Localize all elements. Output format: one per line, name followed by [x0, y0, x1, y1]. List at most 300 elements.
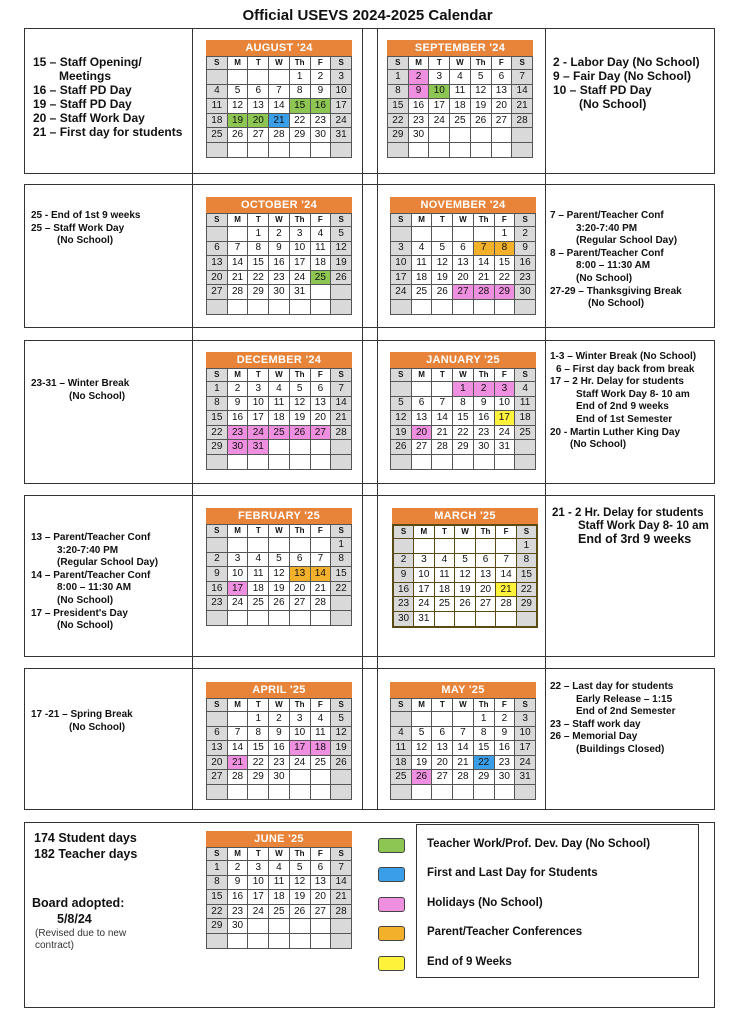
day-cell: 7 [310, 552, 331, 567]
weekday-header: S [391, 369, 412, 382]
note-line: (Regular School Day) [576, 235, 678, 247]
legend-swatch-green [378, 838, 405, 853]
day-cell: 8 [248, 241, 269, 256]
notes-january [550, 351, 696, 452]
day-cell: 13 [411, 411, 432, 426]
day-cell: 28 [496, 597, 517, 612]
day-cell [207, 538, 228, 553]
month-title: SEPTEMBER '24 [387, 40, 533, 56]
day-cell [227, 784, 248, 799]
day-cell [248, 299, 269, 314]
note-line: 14 – Parent/Teacher Conf [31, 569, 151, 581]
day-cell [248, 142, 269, 157]
day-cell: 7 [331, 861, 352, 876]
day-cell: 17 [227, 581, 248, 596]
weekday-header: F [496, 525, 517, 539]
day-cell: 27 [289, 596, 310, 611]
day-cell [310, 142, 331, 157]
day-cell [331, 784, 352, 799]
day-cell: 22 [453, 425, 474, 440]
day-cell: 28 [227, 285, 248, 300]
day-cell: 15 [248, 256, 269, 271]
day-cell [453, 227, 474, 242]
day-cell [411, 299, 432, 314]
month-title: MAY '25 [390, 682, 536, 698]
weekday-header: W [450, 57, 471, 70]
day-cell: 19 [331, 256, 352, 271]
weekday-header: T [434, 525, 455, 539]
weekday-header: Th [289, 369, 310, 382]
day-cell [429, 128, 450, 143]
day-cell: 28 [310, 596, 331, 611]
day-cell: 13 [475, 568, 496, 583]
note-line: 7 – Parent/Teacher Conf [550, 210, 664, 221]
day-cell: 21 [453, 755, 474, 770]
day-cell [227, 538, 248, 553]
day-cell: 2 [227, 861, 248, 876]
day-cell: 24 [289, 270, 310, 285]
day-cell [391, 454, 412, 469]
day-cell: 14 [512, 84, 533, 99]
day-cell: 2 [227, 382, 248, 397]
note-line: 19 – Staff PD Day [33, 97, 132, 111]
note-line: (No School) [57, 235, 114, 247]
day-cell: 30 [393, 611, 414, 626]
day-cell: 28 [227, 770, 248, 785]
day-cell: 2 [393, 553, 414, 568]
day-cell: 7 [512, 70, 533, 85]
note-line: (No School) [57, 594, 114, 606]
day-cell: 3 [289, 227, 310, 242]
day-cell [289, 142, 310, 157]
day-cell: 5 [331, 712, 352, 727]
day-cell: 12 [331, 726, 352, 741]
day-cell: 23 [269, 270, 290, 285]
day-cell: 9 [207, 567, 228, 582]
day-cell: 23 [269, 755, 290, 770]
column-divider [377, 28, 378, 810]
day-cell: 4 [434, 553, 455, 568]
month-title: APRIL '25 [206, 682, 352, 698]
day-cell: 25 [310, 270, 331, 285]
weekday-header: T [248, 699, 269, 712]
day-cell: 22 [289, 113, 310, 128]
day-cell: 5 [391, 396, 412, 411]
day-cell: 4 [310, 712, 331, 727]
day-cell [391, 227, 412, 242]
weekday-header: W [455, 525, 476, 539]
day-cell: 19 [432, 270, 453, 285]
weekday-header: F [310, 699, 331, 712]
day-cell: 22 [331, 581, 352, 596]
day-cell: 2 [515, 227, 536, 242]
revised-line: contract) [35, 940, 74, 951]
day-cell [248, 784, 269, 799]
day-cell: 13 [248, 99, 269, 114]
day-cell: 12 [289, 875, 310, 890]
weekday-header: M [411, 369, 432, 382]
day-cell: 16 [393, 582, 414, 597]
day-cell: 28 [453, 770, 474, 785]
legend-label: Holidays (No School) [427, 897, 543, 909]
day-cell: 28 [331, 904, 352, 919]
day-cell: 20 [453, 270, 474, 285]
day-cell [310, 770, 331, 785]
day-cell: 14 [227, 256, 248, 271]
day-cell [207, 712, 228, 727]
weekday-header: S [207, 525, 228, 538]
day-cell: 18 [269, 411, 290, 426]
day-cell: 30 [310, 128, 331, 143]
day-cell: 23 [393, 597, 414, 612]
day-cell: 8 [248, 726, 269, 741]
day-cell: 4 [207, 84, 228, 99]
day-cell: 5 [227, 84, 248, 99]
day-cell: 11 [207, 99, 228, 114]
day-cell [227, 142, 248, 157]
weekday-header: T [432, 214, 453, 227]
day-cell: 15 [289, 99, 310, 114]
weekday-header: T [248, 848, 269, 861]
day-cell: 17 [515, 741, 536, 756]
day-cell: 26 [470, 113, 491, 128]
day-cell: 27 [411, 440, 432, 455]
day-cell [207, 70, 228, 85]
day-cell: 19 [289, 411, 310, 426]
day-cell [429, 142, 450, 157]
note-line: End of 1st Semester [576, 413, 673, 425]
day-cell [207, 784, 228, 799]
day-cell: 16 [310, 99, 331, 114]
day-cell: 16 [207, 581, 228, 596]
day-cell: 19 [331, 741, 352, 756]
weekday-header: F [491, 57, 512, 70]
day-cell: 21 [331, 890, 352, 905]
day-cell: 8 [516, 553, 537, 568]
day-cell: 6 [289, 552, 310, 567]
summary-block [34, 830, 137, 862]
weekday-header: F [494, 214, 515, 227]
day-cell: 22 [516, 582, 537, 597]
day-cell [494, 784, 515, 799]
note-line: 25 - End of 1st 9 weeks [31, 210, 141, 221]
weekday-header: S [207, 848, 228, 861]
board-adopted-block [32, 895, 124, 927]
day-cell [227, 933, 248, 948]
day-cell: 8 [207, 875, 228, 890]
day-cell: 26 [331, 270, 352, 285]
note-line: (Buildings Closed) [576, 743, 665, 755]
day-cell: 12 [289, 396, 310, 411]
day-cell: 2 [269, 712, 290, 727]
day-cell: 11 [515, 396, 536, 411]
day-cell [450, 128, 471, 143]
day-cell: 8 [494, 241, 515, 256]
day-cell: 31 [494, 440, 515, 455]
day-cell: 30 [227, 919, 248, 934]
day-cell [411, 227, 432, 242]
weekday-header: S [515, 699, 536, 712]
day-cell: 21 [331, 411, 352, 426]
day-cell: 19 [470, 99, 491, 114]
day-cell: 12 [331, 241, 352, 256]
day-cell: 23 [408, 113, 429, 128]
weekday-header: T [429, 57, 450, 70]
note-line: 17 – President's Day [31, 607, 128, 619]
day-cell: 24 [331, 113, 352, 128]
day-cell: 13 [453, 256, 474, 271]
month-grid [206, 847, 352, 949]
day-cell: 3 [391, 241, 412, 256]
day-cell: 5 [432, 241, 453, 256]
weekday-header: S [331, 57, 352, 70]
day-cell [310, 933, 331, 948]
weekday-header: F [310, 57, 331, 70]
weekday-header: W [453, 214, 474, 227]
day-cell: 22 [248, 755, 269, 770]
day-cell: 6 [310, 861, 331, 876]
day-cell: 9 [269, 241, 290, 256]
day-cell: 9 [515, 241, 536, 256]
day-cell: 6 [248, 84, 269, 99]
day-cell: 17 [391, 270, 412, 285]
revised-line: (Revised due to new [35, 928, 127, 939]
day-cell: 30 [227, 440, 248, 455]
day-cell [411, 382, 432, 397]
day-cell [289, 919, 310, 934]
day-cell [248, 70, 269, 85]
weekday-header: M [227, 525, 248, 538]
note-line: Early Release – 1:15 [576, 693, 673, 705]
notes-april [31, 709, 133, 734]
day-cell: 9 [494, 726, 515, 741]
day-cell: 1 [207, 382, 228, 397]
day-cell: 26 [331, 755, 352, 770]
weekday-header: M [411, 699, 432, 712]
day-cell [473, 299, 494, 314]
day-cell: 11 [411, 256, 432, 271]
day-cell [408, 142, 429, 157]
day-cell: 3 [515, 712, 536, 727]
day-cell: 31 [248, 440, 269, 455]
day-cell: 6 [207, 241, 228, 256]
day-cell [391, 299, 412, 314]
day-cell: 29 [248, 770, 269, 785]
month-grid [390, 368, 536, 470]
day-cell: 11 [310, 726, 331, 741]
day-cell: 13 [207, 741, 228, 756]
day-cell: 26 [411, 770, 432, 785]
day-cell: 1 [248, 712, 269, 727]
day-cell: 2 [408, 70, 429, 85]
day-cell [248, 933, 269, 948]
day-cell [391, 784, 412, 799]
weekday-header: Th [289, 525, 310, 538]
column-divider [192, 28, 193, 810]
day-cell: 28 [473, 285, 494, 300]
day-cell [248, 454, 269, 469]
day-cell [432, 784, 453, 799]
day-cell: 15 [388, 99, 409, 114]
day-cell [310, 784, 331, 799]
day-cell [512, 142, 533, 157]
day-cell: 30 [408, 128, 429, 143]
day-cell [269, 538, 290, 553]
day-cell: 23 [494, 755, 515, 770]
day-cell [450, 142, 471, 157]
day-cell [432, 299, 453, 314]
note-line: 20 – Staff Work Day [33, 111, 145, 125]
day-cell: 22 [494, 270, 515, 285]
weekday-header: Th [473, 214, 494, 227]
day-cell: 24 [248, 904, 269, 919]
day-cell [269, 610, 290, 625]
day-cell: 25 [515, 425, 536, 440]
day-cell: 1 [494, 227, 515, 242]
day-cell: 24 [227, 596, 248, 611]
day-cell: 19 [411, 755, 432, 770]
day-cell [516, 611, 537, 626]
day-cell: 13 [289, 567, 310, 582]
day-cell: 29 [388, 128, 409, 143]
day-cell [269, 454, 290, 469]
day-cell: 5 [411, 726, 432, 741]
day-cell [411, 454, 432, 469]
day-cell: 29 [453, 440, 474, 455]
day-cell: 11 [248, 567, 269, 582]
day-cell [432, 454, 453, 469]
day-cell: 24 [391, 285, 412, 300]
month-grid [206, 213, 352, 315]
weekday-header: S [331, 525, 352, 538]
day-cell: 23 [515, 270, 536, 285]
day-cell: 20 [289, 581, 310, 596]
weekday-header: S [515, 214, 536, 227]
day-cell [515, 454, 536, 469]
board-adopted-date: 5/8/24 [57, 912, 92, 926]
day-cell: 21 [269, 113, 290, 128]
legend-label: Teacher Work/Prof. Dev. Day (No School) [427, 838, 651, 850]
day-cell: 2 [473, 382, 494, 397]
day-cell: 18 [310, 256, 331, 271]
day-cell [310, 538, 331, 553]
weekday-header: S [207, 57, 228, 70]
day-cell: 4 [411, 241, 432, 256]
weekday-header: M [414, 525, 435, 539]
day-cell [248, 919, 269, 934]
weekday-header: Th [475, 525, 496, 539]
day-cell: 4 [248, 552, 269, 567]
day-cell [453, 712, 474, 727]
day-cell [289, 538, 310, 553]
calendar-jun [206, 831, 352, 949]
day-cell: 17 [494, 411, 515, 426]
day-cell: 23 [227, 425, 248, 440]
day-cell: 5 [269, 552, 290, 567]
day-cell: 27 [453, 285, 474, 300]
day-cell: 15 [207, 890, 228, 905]
legend-swatch-blue [378, 867, 405, 882]
day-cell: 14 [432, 411, 453, 426]
notes-february [31, 532, 158, 633]
notes-august [33, 55, 182, 139]
day-cell [310, 919, 331, 934]
calendar-aug [206, 40, 352, 158]
day-cell: 20 [310, 411, 331, 426]
day-cell: 11 [450, 84, 471, 99]
day-cell: 14 [331, 875, 352, 890]
day-cell [289, 784, 310, 799]
day-cell: 25 [310, 755, 331, 770]
day-cell: 20 [207, 755, 228, 770]
note-line: 23 – Staff work day [550, 718, 641, 730]
day-cell [289, 933, 310, 948]
day-cell [331, 919, 352, 934]
weekday-header: F [494, 369, 515, 382]
day-cell [473, 784, 494, 799]
day-cell: 7 [432, 396, 453, 411]
note-line: (No School) [579, 97, 647, 111]
note-line: 15 – Staff Opening/ [33, 55, 142, 69]
day-cell: 25 [450, 113, 471, 128]
day-cell: 13 [432, 741, 453, 756]
day-cell: 17 [248, 411, 269, 426]
note-line: Meetings [59, 69, 112, 83]
day-cell [269, 142, 290, 157]
day-cell: 1 [289, 70, 310, 85]
day-cell [331, 285, 352, 300]
day-cell [289, 610, 310, 625]
weekday-header: Th [473, 699, 494, 712]
weekday-header: S [207, 369, 228, 382]
day-cell [432, 227, 453, 242]
day-cell: 4 [450, 70, 471, 85]
day-cell: 30 [269, 285, 290, 300]
day-cell: 12 [411, 741, 432, 756]
day-cell [227, 454, 248, 469]
note-line: End of 3rd 9 weeks [578, 532, 692, 547]
day-cell: 14 [310, 567, 331, 582]
day-cell [331, 596, 352, 611]
day-cell: 10 [227, 567, 248, 582]
day-cell: 3 [429, 70, 450, 85]
day-cell: 10 [248, 396, 269, 411]
day-cell: 25 [434, 597, 455, 612]
day-cell: 15 [516, 568, 537, 583]
day-cell [269, 440, 290, 455]
day-cell [496, 611, 517, 626]
day-cell: 12 [269, 567, 290, 582]
day-cell [512, 128, 533, 143]
weekday-header: M [408, 57, 429, 70]
note-line: 23-31 – Winter Break [31, 378, 130, 389]
calendar-dec [206, 352, 352, 470]
day-cell: 9 [227, 875, 248, 890]
day-cell: 11 [434, 568, 455, 583]
notes-december [31, 378, 129, 403]
weekday-header: S [391, 699, 412, 712]
student-days: 174 Student days [34, 831, 137, 845]
month-title: JANUARY '25 [390, 352, 536, 368]
day-cell: 26 [455, 597, 476, 612]
day-cell [310, 440, 331, 455]
day-cell: 14 [453, 741, 474, 756]
month-grid [206, 368, 352, 470]
legend-swatch-yellow [378, 956, 405, 971]
weekday-header: M [411, 214, 432, 227]
day-cell [453, 784, 474, 799]
day-cell: 12 [455, 568, 476, 583]
